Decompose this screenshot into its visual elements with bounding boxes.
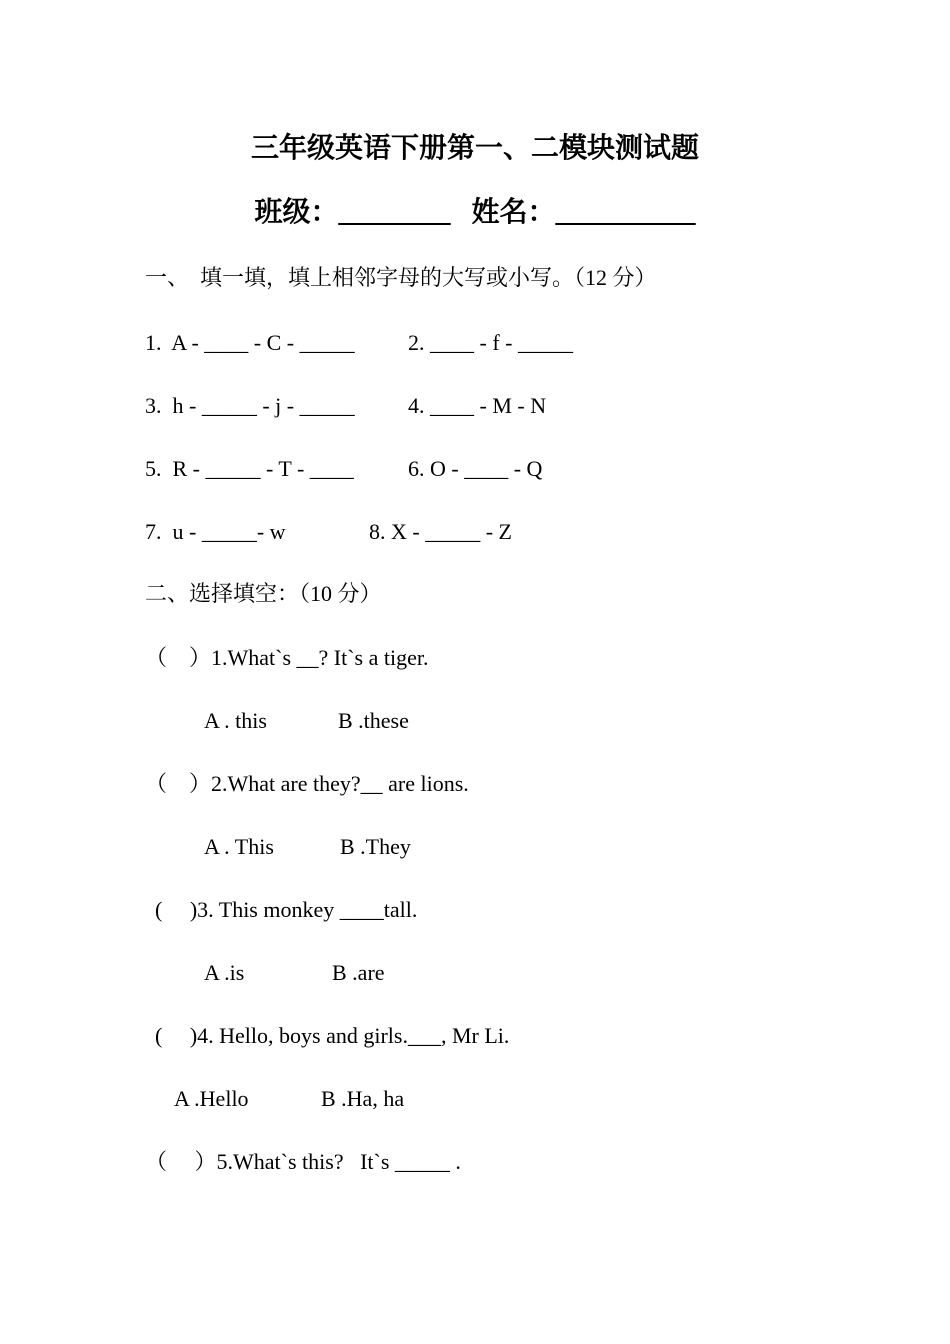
section2-heading: 二、选择填空：（10 分） <box>145 581 382 606</box>
page-title: 三年级英语下册第一、二模块测试题 <box>250 133 699 164</box>
option-a: A . This <box>204 834 274 859</box>
option-a: A .Hello <box>174 1086 249 1111</box>
letter-item: 7. u - _____- w <box>145 519 286 544</box>
question-stem: （ ）1.What`s __? It`s a tiger. <box>145 645 429 670</box>
letter-item: 5. R - _____ - T - ____ <box>145 456 354 481</box>
student-info: 班级：________ 姓名：__________ <box>254 197 696 228</box>
question-stem: （ ）5.What`s this? It`s _____ . <box>145 1149 461 1174</box>
option-b: B .They <box>340 834 411 859</box>
letter-item: 8. X - _____ - Z <box>369 519 512 544</box>
question-stem: ( )4. Hello, boys and girls.___, Mr Li. <box>155 1023 510 1048</box>
letter-item: 3. h - _____ - j - _____ <box>145 393 355 418</box>
letter-item: 1. A - ____ - C - _____ <box>145 330 355 355</box>
option-b: B .these <box>338 708 409 733</box>
question-stem: ( )3. This monkey ____tall. <box>155 897 418 922</box>
option-a: A .is <box>204 960 245 985</box>
question-stem: （ ）2.What are they?__ are lions. <box>145 771 469 796</box>
section1-heading: 一、 填一填，填上相邻字母的大写或小写。（12 分） <box>145 265 657 290</box>
letter-item: 4. ____ - M - N <box>408 393 547 418</box>
letter-item: 6. O - ____ - Q <box>408 456 543 481</box>
option-a: A . this <box>204 708 267 733</box>
option-b: B .Ha, ha <box>321 1086 405 1111</box>
option-b: B .are <box>332 960 385 985</box>
letter-item: 2. ____ - f - _____ <box>408 330 573 355</box>
